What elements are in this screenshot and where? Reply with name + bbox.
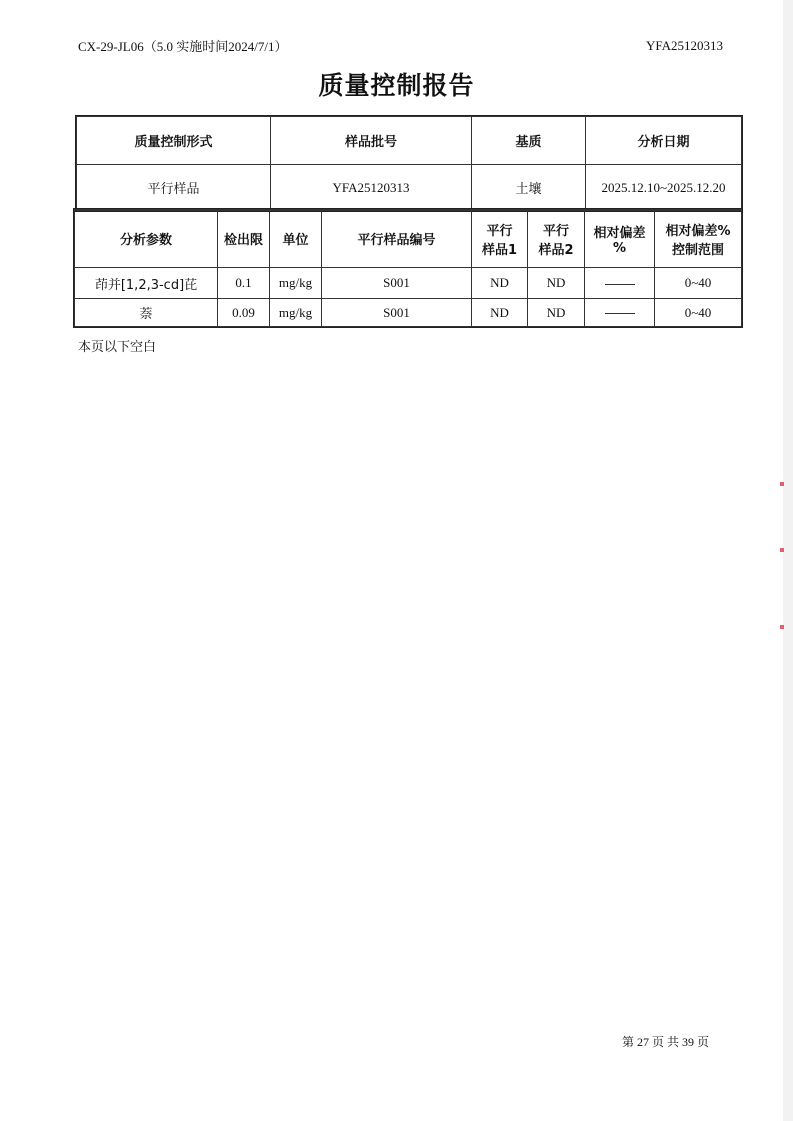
scan-edge	[783, 0, 793, 1121]
param-name: 萘	[75, 299, 218, 327]
sample-no-value: S001	[322, 299, 472, 327]
header-batch-no: 样品批号	[271, 117, 472, 165]
qc-parameter-table	[73, 208, 743, 328]
blank-page-note: 本页以下空白	[78, 340, 157, 355]
dash-mark	[605, 313, 635, 314]
qc-info-table	[75, 115, 743, 212]
table-row	[75, 299, 742, 327]
detection-limit-value: 0.09	[218, 299, 270, 327]
qc-form-value: 平行样品	[77, 165, 271, 211]
param-name: 茚并[1,2,3-cd]芘	[75, 268, 218, 299]
relative-deviation-value	[585, 268, 655, 299]
header-parallel-sample-1: 平行 样品1	[472, 210, 528, 268]
document-code: CX-29-JL06（5.0 实施时间2024/7/1）	[78, 39, 288, 54]
matrix-value: 土壤	[472, 165, 586, 211]
header-detection-limit: 检出限	[218, 210, 270, 268]
header-param: 分析参数	[75, 210, 218, 268]
control-range-value: 0~40	[655, 268, 742, 299]
seal-fragment	[780, 548, 784, 552]
parallel-2-value: ND	[528, 268, 585, 299]
seal-fragment	[780, 482, 784, 486]
table-row	[75, 268, 742, 299]
seal-fragment	[780, 625, 784, 629]
sample-no-value: S001	[322, 268, 472, 299]
detection-limit-value: 0.1	[218, 268, 270, 299]
dash-mark	[605, 284, 635, 285]
parallel-2-value: ND	[528, 299, 585, 327]
header-relative-deviation: 相对偏差 %	[585, 210, 655, 268]
header-unit: 单位	[270, 210, 322, 268]
header-control-range: 相对偏差% 控制范围	[655, 210, 742, 268]
header-qc-form: 质量控制形式	[77, 117, 271, 165]
header-matrix: 基质	[472, 117, 586, 165]
header-analysis-date: 分析日期	[586, 117, 742, 165]
unit-value: mg/kg	[270, 268, 322, 299]
parallel-1-value: ND	[472, 268, 528, 299]
page-title: 质量控制报告	[318, 71, 475, 100]
control-range-value: 0~40	[655, 299, 742, 327]
page-number: 第 27 页 共 39 页	[622, 1035, 710, 1049]
parallel-1-value: ND	[472, 299, 528, 327]
batch-no-value: YFA25120313	[271, 165, 472, 211]
header-parallel-sample-2: 平行 样品2	[528, 210, 585, 268]
relative-deviation-value	[585, 299, 655, 327]
unit-value: mg/kg	[270, 299, 322, 327]
header-sample-no: 平行样品编号	[322, 210, 472, 268]
analysis-date-value: 2025.12.10~2025.12.20	[586, 165, 742, 211]
report-number: YFA25120313	[645, 38, 723, 53]
